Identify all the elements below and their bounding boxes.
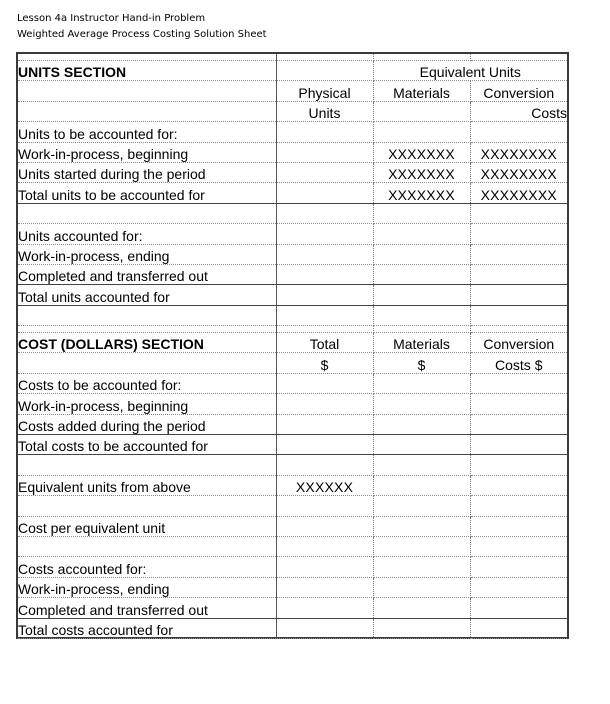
cell-input[interactable] [276, 122, 373, 142]
costs-to-account-label: Costs to be accounted for: [18, 373, 276, 393]
cell-input[interactable] [373, 435, 470, 455]
x-placeholder: XXXXXXX [373, 183, 470, 203]
units-completed-label: Completed and transferred out [18, 264, 276, 284]
equivalent-units-header: Equivalent Units [373, 61, 567, 81]
cell-input[interactable] [276, 244, 373, 264]
x-placeholder: XXXXXXX [373, 142, 470, 162]
cell-input[interactable] [470, 435, 567, 455]
cell-input[interactable] [373, 557, 470, 577]
total-header: Total [276, 333, 373, 353]
x-placeholder: XXXXXXXX [470, 142, 567, 162]
cell-input[interactable] [373, 598, 470, 618]
cell-input[interactable] [276, 435, 373, 455]
costs-wip-ending-label: Work-in-process, ending [18, 577, 276, 597]
cell-input[interactable] [276, 264, 373, 284]
cell-input[interactable] [276, 414, 373, 434]
costs-completed-label: Completed and transferred out [18, 598, 276, 618]
units-accounted-label: Units accounted for: [18, 224, 276, 244]
cell-input[interactable] [373, 475, 470, 495]
materials-dollar-sign: $ [373, 353, 470, 373]
cell-input[interactable] [470, 224, 567, 244]
x-placeholder: XXXXXXXX [470, 162, 567, 182]
cell-input[interactable] [373, 516, 470, 536]
units-to-account-label: Units to be accounted for: [18, 122, 276, 142]
cell-input[interactable] [470, 414, 567, 434]
cell-input[interactable] [470, 264, 567, 284]
cell-input[interactable] [276, 142, 373, 162]
units-wip-beginning-label: Work-in-process, beginning [18, 142, 276, 162]
equiv-units-from-above-label: Equivalent units from above [18, 475, 276, 495]
header-line-1: Lesson 4a Instructor Hand-in Problem [17, 13, 206, 24]
cell-input[interactable] [470, 577, 567, 597]
cell-input[interactable] [276, 373, 373, 393]
units-started-label: Units started during the period [18, 162, 276, 182]
costs-accounted-label: Costs accounted for: [18, 557, 276, 577]
cell-input[interactable] [276, 557, 373, 577]
cell-input[interactable] [276, 183, 373, 203]
materials-dollar-header: Materials [373, 333, 470, 353]
conversion-dollar-header: Conversion [470, 333, 567, 353]
conversion-costs-dollar: Costs $ [470, 353, 567, 373]
cell-input[interactable] [373, 394, 470, 414]
cell-input[interactable] [276, 394, 373, 414]
x-placeholder: XXXXXX [276, 475, 373, 495]
cell-input[interactable] [373, 244, 470, 264]
total-units-to-account-label: Total units to be accounted for [18, 183, 276, 203]
cell-input[interactable] [470, 516, 567, 536]
cell-input[interactable] [373, 577, 470, 597]
x-placeholder: XXXXXXX [373, 162, 470, 182]
total-dollar-sign: $ [276, 353, 373, 373]
cell-input[interactable] [373, 285, 470, 305]
cell-input[interactable] [470, 557, 567, 577]
cost-section-title: COST (DOLLARS) SECTION [18, 333, 276, 353]
solution-sheet [16, 52, 569, 639]
cell-input[interactable] [276, 598, 373, 618]
cell-input[interactable] [470, 394, 567, 414]
costs-wip-beginning-label: Work-in-process, beginning [18, 394, 276, 414]
cell-input[interactable] [470, 618, 567, 638]
cell-input[interactable] [470, 244, 567, 264]
cost-per-equiv-unit-label: Cost per equivalent unit [18, 516, 276, 536]
units-header: Units [276, 101, 373, 121]
conversion-header: Conversion [470, 81, 567, 101]
cell-input[interactable] [276, 618, 373, 638]
cell-input[interactable] [276, 285, 373, 305]
costs-added-label: Costs added during the period [18, 414, 276, 434]
total-costs-to-account-label: Total costs to be accounted for [18, 435, 276, 455]
cell-input[interactable] [373, 224, 470, 244]
cell-input[interactable] [373, 373, 470, 393]
cell-input[interactable] [373, 618, 470, 638]
units-section-title: UNITS SECTION [18, 61, 276, 81]
cell-input[interactable] [276, 224, 373, 244]
cell-input[interactable] [276, 162, 373, 182]
cell-input[interactable] [373, 414, 470, 434]
total-costs-accounted-label: Total costs accounted for [18, 618, 276, 638]
cell-input[interactable] [470, 598, 567, 618]
cell-input[interactable] [470, 475, 567, 495]
x-placeholder: XXXXXXXX [470, 183, 567, 203]
cell-input[interactable] [276, 516, 373, 536]
total-units-accounted-label: Total units accounted for [18, 285, 276, 305]
cell-input[interactable] [470, 285, 567, 305]
header-line-2: Weighted Average Process Costing Solution Sheet [17, 29, 267, 40]
costs-header: Costs [470, 101, 567, 121]
materials-header: Materials [373, 81, 470, 101]
cell-input[interactable] [373, 264, 470, 284]
cell-input[interactable] [470, 373, 567, 393]
cell-input[interactable] [276, 577, 373, 597]
physical-header: Physical [276, 81, 373, 101]
units-wip-ending-label: Work-in-process, ending [18, 244, 276, 264]
costing-grid [18, 54, 567, 639]
